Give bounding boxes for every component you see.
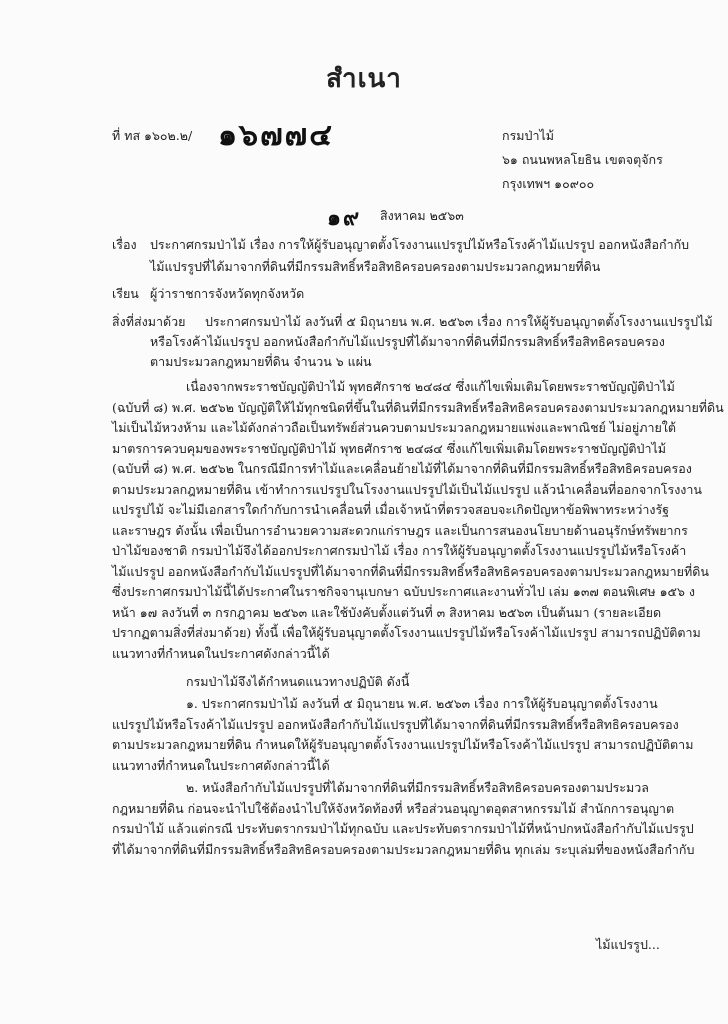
body-line: เนื่องจากพระราชบัญญัติป่าไม้ พุทธศักราช ๒๔๘๔ ซึ่งแก้ไขเพิ่มเติมโดยพระราชบัญญัติป่าไม้ [186, 379, 675, 394]
ref-handwritten: ๑๖๗๗๔ [218, 118, 334, 153]
body-line: ซึ่งประกาศกรมป่าไม้นี้ได้ประกาศในราชกิจจานุเบกษา ฉบับประกาศและงานทั่วไป เล่ม ๑๓๗ ตอนพิเศษ ๑๕๖ ง [112, 584, 696, 599]
body-line: ที่ได้มาจากที่ดินที่มีกรรมสิทธิ์หรือสิทธิครอบครองตามประมวลกฎหมายที่ดิน ทุกเล่ม ระบุเล่มที่ของหนังสือกำกับ [112, 841, 695, 857]
ref-number: ที่ ทส ๑๖๐๒.๒/ [112, 128, 193, 143]
org-name: กรมป่าไม้ [502, 128, 555, 143]
body-line: และราษฎร ดังนั้น เพื่อเป็นการอำนวยความสะดวกแก่ราษฎร และเป็นการสนองนโยบายด้านอนุรักษ์ทรัพยากร [112, 522, 688, 538]
enclosure-line-2: หรือโรงค้าไม้แปรรูป ออกหนังสือกำกับไม้แปรรูปที่ได้มาจากที่ดินที่มีกรรมสิทธิ์หรือสิทธิครอบครอง [150, 334, 665, 349]
guideline-item-1 [112, 694, 694, 776]
guideline-item-2 [112, 778, 695, 860]
continued-text: ไม้แปรรูป... [596, 937, 660, 952]
body-line: มาตรการควบคุมของพระราชบัญญัติป่าไม้ พุทธศักราช ๒๔๘๔ ซึ่งแก้ไขเพิ่มเติมโดยพระราชบัญญัติป่าไม้ [112, 440, 667, 456]
body-line: ปรากฏตามสิ่งที่ส่งมาด้วย) ทั้งนี้ เพื่อให้ผู้รับอนุญาตตั้งโรงงานแปรรูปไม้หรือโรงค้าไม้แปรรูป สามารถปฏิบัติตาม [112, 625, 701, 640]
subject-line-1: ประกาศกรมป่าไม้ เรื่อง การให้ผู้รับอนุญาตตั้งโรงงานแปรรูปไม้หรือโรงค้าไม้แปรรูป ออกหนังสือกำกับ [150, 237, 690, 252]
body-line: (ฉบับที่ ๘) พ.ศ. ๒๕๖๒ ในกรณีมีการทำไม้และเคลื่อนย้ายไม้ที่ได้มาจากที่ดินที่มีกรรมสิทธิ์หรือสิทธิครอบครอง [112, 461, 692, 476]
org-address-line-1: ๖๑ ถนนพหลโยธิน เขตจตุจักร [502, 152, 663, 167]
body-line: กฎหมายที่ดิน ก่อนจะนำไปใช้ต้องนำไปให้จังหวัดท้องที่ หรือส่วนอนุญาตอุตสาหกรรมไม้ สำนักการอนุญาต [112, 800, 675, 816]
body-line: กรมป่าไม้จึงได้กำหนดแนวทางปฏิบัติ ดังนี้ [186, 674, 410, 689]
enclosure-line-1: ประกาศกรมป่าไม้ ลงวันที่ ๕ มิถุนายน พ.ศ. ๒๕๖๓ เรื่อง การให้ผู้รับอนุญาตตั้งโรงงานแปรรูปไม้ [205, 314, 713, 329]
subject-line-2: ไม้แปรรูปที่ได้มาจากที่ดินที่มีกรรมสิทธิ์หรือสิทธิครอบครองตามประมวลกฎหมายที่ดิน [150, 259, 601, 274]
body-line: ตามประมวลกฎหมายที่ดิน กำหนดให้ผู้รับอนุญาตตั้งโรงงานแปรรูปไม้หรือโรงค้าไม้แปรรูป สามารถปฏิบัติตาม [112, 737, 694, 752]
page-title: สำเนา [326, 64, 402, 94]
body-line: (ฉบับที่ ๘) พ.ศ. ๒๕๖๒ บัญญัติให้ไม้ทุกชนิดที่ขึ้นในที่ดินที่มีกรรมสิทธิ์หรือสิทธิครอบครองตามประมวลกฎหมายที่ดิน [112, 399, 724, 415]
body-line: ๒. หนังสือกำกับไม้แปรรูปที่ได้มาจากที่ดินที่มีกรรมสิทธิ์หรือสิทธิครอบครองตามประมวล [186, 780, 649, 795]
enclosure-label: สิ่งที่ส่งมาด้วย [112, 314, 186, 329]
body-line: แนวทางที่กำหนดในประกาศดังกล่าวนี้ได้ [112, 645, 330, 661]
body-line: แปรรูปไม้ จะไม่มีเอกสารใดกำกับการนำเคลื่อนที่ เมื่อเจ้าหน้าที่ตรวจสอบจะเกิดปัญหาข้อพิพาทระหว่างรัฐ [112, 502, 670, 517]
recipient-label: เรียน [112, 286, 139, 301]
body-line: หน้า ๑๗ ลงวันที่ ๓ กรกฎาคม ๒๕๖๓ และใช้บังคับตั้งแต่วันที่ ๓ สิงหาคม ๒๕๖๓ เป็นต้นมา (รายละเอียด [112, 604, 662, 620]
body-line: ป่าไม้ของชาติ กรมป่าไม้จึงได้ออกประกาศกรมป่าไม้ เรื่อง การให้ผู้รับอนุญาตตั้งโรงงานแปรรูปไม้หรือโรงค้า [112, 543, 687, 558]
body-line: ไม่เป็นไม้หวงห้าม และไม้ดังกล่าวถือเป็นทรัพย์ส่วนควบตามประมวลกฎหมายแพ่งและพาณิชย์ ไม่อยู่ภายใต้ [112, 420, 677, 435]
body-line: กรมป่าไม้ แล้วแต่กรณี ประทับตรากรมป่าไม้ทุกฉบับ และประทับตรากรมป่าไม้ที่หน้าปกหนังสือกำกับไม้แปรรูป [112, 821, 694, 836]
body-paragraph-2 [112, 672, 660, 693]
body-line: แปรรูปไม้หรือโรงค้าไม้แปรรูป ออกหนังสือกำกับไม้แปรรูปที่ได้มาจากที่ดินที่มีกรรมสิทธิ์หรือสิทธิครอบครอง [112, 716, 679, 732]
recipient-text: ผู้ว่าราชการจังหวัดทุกจังหวัด [150, 286, 305, 301]
subject-label: เรื่อง [112, 237, 137, 252]
body-line: ๑. ประกาศกรมป่าไม้ ลงวันที่ ๕ มิถุนายน พ.ศ. ๒๕๖๓ เรื่อง การให้ผู้รับอนุญาตตั้งโรงงาน [186, 696, 658, 711]
body-paragraph-1 [112, 377, 724, 664]
enclosure-line-3: ตามประมวลกฎหมายที่ดิน จำนวน ๖ แผ่น [150, 354, 372, 369]
body-line: แนวทางที่กำหนดในประกาศดังกล่าวนี้ได้ [112, 757, 330, 773]
body-line: ไม้แปรรูป ออกหนังสือกำกับไม้แปรรูปที่ได้มาจากที่ดินที่มีกรรมสิทธิ์หรือสิทธิครอบครองตามประมวลกฎหมายที่ดิน [112, 563, 709, 579]
date-month-year: สิงหาคม ๒๕๖๓ [380, 208, 464, 223]
body-line: ตามประมวลกฎหมายที่ดิน เข้าทำการแปรรูปในโรงงานแปรรูปไม้เป็นไม้แปรรูป แล้วนำเคลื่อนที่ออกจากโรงงาน [112, 481, 702, 497]
org-address-line-2: กรุงเทพฯ ๑๐๙๐๐ [502, 176, 595, 191]
date-day-handwritten: ๑๙ [327, 205, 362, 231]
